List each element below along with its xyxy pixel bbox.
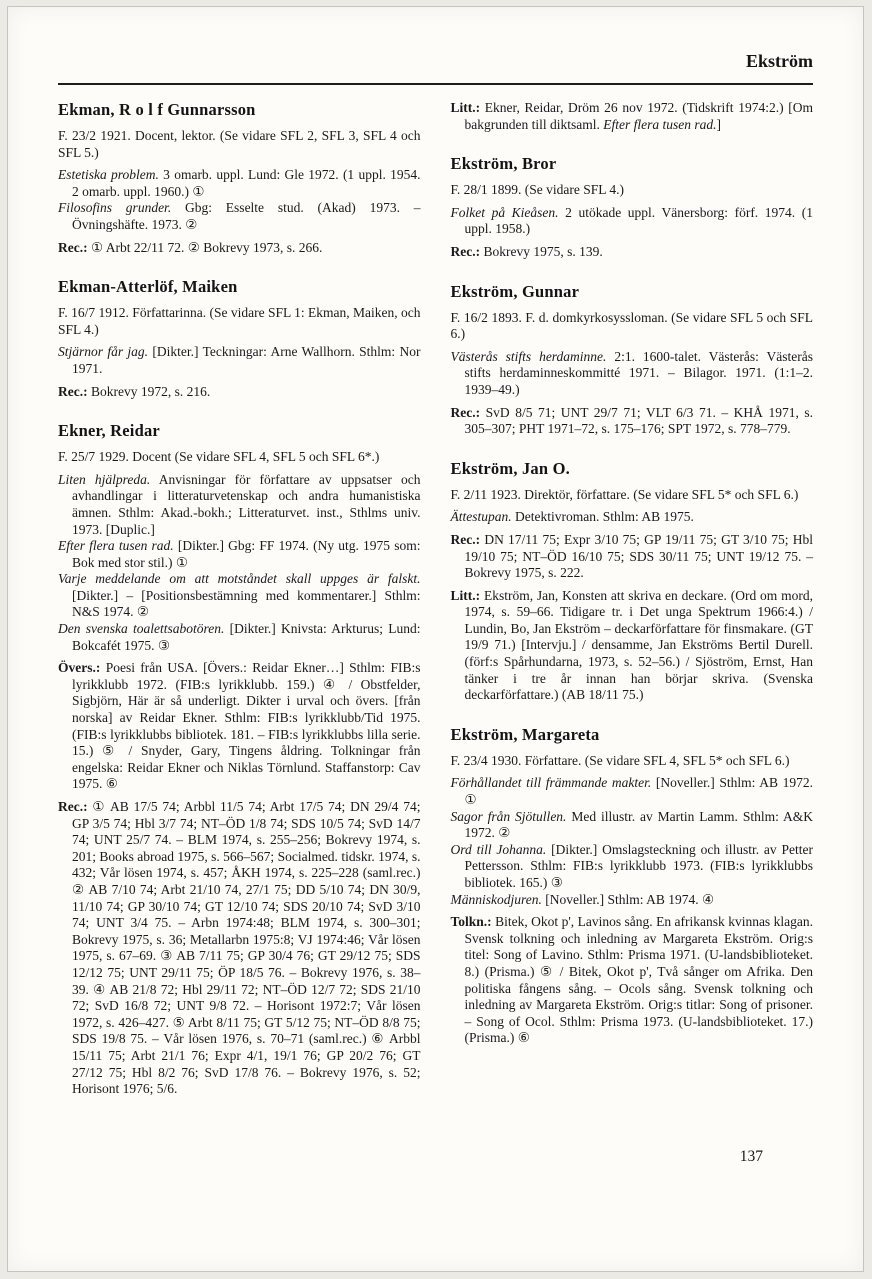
author-name: Ekström, Gunnar	[450, 281, 580, 301]
work-title: Filosofins grunder.	[58, 200, 172, 216]
text-run: DN 17/11 75; Expr 3/10 75; GP 19/11 75; GT 3/10 75; Hbl 19/10 75; NT–ÖD 16/10 75; SDS 30/11 75; UNT 19/12 75. – Bokrevy 1975, s. 222.	[464, 531, 813, 581]
page-number: 137	[739, 1148, 763, 1165]
ref-paragraph	[58, 384, 421, 401]
text-run: Poesi från USA. [Övers.: Reidar Ekner…] Sthlm: FIB:s lyrikklubb 1972. (FIB:s lyrikklubb. 159.) ④ / Obstfelder, Sigbjörn, Här är så underligt. Dikter i urval och övers. [från norska] av Reidar Ekner. Sthlm: FIB:s lyrikklubb/Tid 1975. (FIB:s lyrikklubbs bibliotek. 181. – FIB:s lyrikklubbs lilla serie. 15.) ⑤ / Snyder, Gary, Tingens åldring. Tolkningar från engelska: Reidar Ekner och Niklas Törnlund. Staffanstorp: Cav 1975. ⑥	[72, 660, 421, 792]
work-paragraph	[58, 200, 421, 233]
work-title: Efter flera tusen rad.	[603, 116, 717, 132]
work-title: Liten hjälpreda.	[58, 471, 151, 487]
ref-paragraph	[58, 240, 421, 257]
text-run: [Dikter.] Knivsta: Arkturus; Lund: Bokcafét 1975. ③	[72, 621, 421, 653]
work-paragraph	[451, 809, 814, 842]
text-run: ]	[716, 116, 721, 132]
author-entry	[58, 277, 421, 400]
section-label: Övers.:	[58, 660, 101, 676]
bio-paragraph	[451, 182, 814, 199]
work-paragraph	[58, 538, 421, 571]
work-paragraph	[451, 892, 814, 909]
ref-paragraph	[451, 405, 814, 438]
work-paragraph	[451, 509, 814, 526]
author-entry	[451, 459, 814, 704]
ref-paragraph	[451, 914, 814, 1047]
text-run: Gbg: Esselte stud. (Akad) 1973. – Övningshäfte. 1973. ②	[72, 200, 421, 232]
text-run: 3 omarb. uppl. Lund: Gle 1972. (1 uppl. 1954. 2 omarb. uppl. 1960.) ①	[72, 167, 421, 199]
text-columns	[58, 100, 813, 1098]
bio-paragraph	[58, 305, 421, 338]
work-title: Estetiska problem.	[58, 167, 159, 183]
section-label: Rec.:	[58, 799, 88, 814]
bio-paragraph	[451, 310, 814, 343]
section-label: Tolkn.:	[450, 914, 492, 930]
ref-paragraph	[58, 660, 421, 793]
section-label: Litt.:	[450, 100, 481, 115]
text-run: F. 23/4 1930. Författare. (Se vidare SFL 4, SFL 5* och SFL 6.)	[450, 752, 790, 768]
work-title: Varje meddelande om att motståndet skall uppges är falskt.	[58, 571, 421, 587]
work-paragraph	[451, 205, 814, 238]
text-run: F. 16/7 1912. Författarinna. (Se vidare SFL 1: Ekman, Maiken, och SFL 4.)	[58, 305, 421, 337]
text-run: Ekner, Reidar, Dröm 26 nov 1972. (Tidskrift 1974:2.) [Om bakgrunden till diktsaml.	[464, 100, 813, 132]
bio-paragraph	[451, 487, 814, 504]
work-paragraph	[451, 775, 814, 808]
text-run: F. 2/11 1923. Direktör, författare. (Se vidare SFL 5* och SFL 6.)	[450, 486, 799, 502]
text-run: [Noveller.] Sthlm: AB 1972. ①	[464, 775, 813, 808]
work-title: Västerås stifts herdaminne.	[450, 348, 607, 364]
ref-paragraph	[451, 100, 814, 133]
text-run: Detektivroman. Sthlm: AB 1975.	[511, 509, 694, 525]
work-paragraph	[58, 167, 421, 200]
text-run: [Dikter.] Omslagsteckning och illustr. av Petter Pettersson. Sthlm: FIB:s lyrikklubb 1973. (FIB:s lyrikklubbs bibliotek. 165.) ③	[464, 841, 814, 890]
author-name: Ekström, Margareta	[450, 724, 600, 744]
bio-paragraph	[451, 753, 814, 770]
column-left	[58, 100, 421, 1098]
text-run: [Dikter.] – [Positionsbestämning med kommentarer.] Sthlm: N&S 1974. ②	[72, 587, 421, 620]
scan-page	[7, 6, 864, 1272]
text-run: [Dikter.] Gbg: FF 1974. (Ny utg. 1975 som: Bok med stor stil.) ①	[72, 538, 421, 570]
text-run: 2 utökade uppl. Vänersborg: förf. 1974. (1 uppl. 1958.)	[464, 204, 813, 237]
text-run: 2:1. 1600-talet. Västerås: Västerås stifts herdaminneskommitté 1971. – Bilagor. 1971. (1:1–2. 1939–49.)	[464, 348, 814, 397]
work-paragraph	[58, 571, 421, 621]
work-title: Förhållandet till främmande makter.	[450, 775, 652, 791]
work-title: Människodjuren.	[450, 891, 542, 907]
text-run: F. 28/1 1899. (Se vidare SFL 4.)	[450, 182, 625, 198]
text-run: ① Arbt 22/11 72. ② Bokrevy 1973, s. 266.	[87, 239, 323, 255]
text-run: Bokrevy 1972, s. 216.	[87, 383, 211, 399]
text-run: F. 23/2 1921. Docent, lektor. (Se vidare SFL 2, SFL 3, SFL 4 och SFL 5.)	[58, 128, 421, 160]
text-run: Anvisningar för författare av uppsatser och avhandlingar i litteraturvetenskap och andra humanistiska ämnen. Sthlm: Akad.-bokh.; Litteraturvet. inst., Sthlms univ. 1973. [Duplic.]	[72, 471, 421, 537]
bio-paragraph	[58, 449, 421, 466]
ref-paragraph	[451, 588, 814, 704]
work-title: Efter flera tusen rad.	[58, 538, 174, 554]
author-name: Ekman-Atterlöf, Maiken	[58, 277, 238, 297]
work-paragraph	[451, 349, 814, 399]
text-run: [Noveller.] Sthlm: AB 1974. ④	[541, 891, 715, 907]
text-run: F. 16/2 1893. F. d. domkyrkosyssloman. (Se vidare SFL 5 och SFL 6.)	[450, 309, 813, 342]
text-run: Med illustr. av Martin Lamm. Sthlm: A&K 1972. ②	[464, 808, 813, 841]
work-paragraph	[58, 472, 421, 538]
author-name: Ekner, Reidar	[58, 421, 160, 441]
text-run: ① AB 17/5 74; Arbbl 11/5 74; Arbt 17/5 74; DN 29/4 74; GP 3/5 74; Hbl 3/7 74; NT–ÖD 1/8 74; SDS 10/5 74; SvD 14/7 74; UNT 25/7 74. – BLM 1974, s. 255–256; Bokrevy 1974, s. 201; Books abroad 1975, s. 566–567; Socialmed. tidskr. 1974, s. 432; Vår lösen 1974, s. 457; ÅKH 1974, s. 225–228 (saml.rec.) ② AB 7/10 74; Arbt 21/10 74, 27/1 75; DD 5/10 74; DN 30/9, 11/10 74; GP 30/10 74; GT 12/10 74; SDS 20/10 74; SvD 3/10 74; UNT 3/4 75. – Arbn 1974:48; BLM 1974, s. 300–301; Bokrevy 1975, s. 36; Metallarbn 1975:8; VJ 1974:46; Vår lösen 1975, s. 67–69. ③ AB 7/11 75; GP 30/4 76; GT 29/12 75; SDS 12/12 75; UNT 29/11 75; ÖP 18/5 76. – Bokrevy 1976, s. 38–39. ④ AB 21/8 72; Hbl 29/11 72; NT–ÖD 12/7 72; SDS 21/10 72; SvD 16/8 72; UNT 9/8 72. – Horisont 1972:7; Vår lösen 1972, s. 426–427. ⑤ Arbt 8/11 75; GT 5/12 75; NT–ÖD 8/8 75; SDS 19/8 75. – Vår lösen 1976, s. 70–71 (saml.rec.) ⑥ Arbbl 15/11 75; Arbt 21/1 76; Expr 4/1, 19/1 76; GP 20/2 76; GT 27/12 75; Hbl 8/2 76; SvD 17/8 76. – Bokrevy 1976, s. 52; Horisont 1976; 5/6.	[72, 799, 421, 1097]
ref-paragraph	[451, 244, 814, 261]
running-head: Ekström	[746, 51, 813, 71]
work-title: Ättestupan.	[450, 509, 512, 525]
text-run: [Dikter.] Teckningar: Arne Wallhorn. Sthlm: Nor 1971.	[72, 344, 421, 376]
work-paragraph	[451, 842, 814, 892]
work-title: Ord till Johanna.	[450, 841, 547, 857]
bio-paragraph	[58, 128, 421, 161]
text-run: Bokrevy 1975, s. 139.	[480, 243, 603, 259]
work-title: Sagor från Sjötullen.	[450, 808, 567, 824]
author-entry	[58, 100, 421, 256]
author-entry	[451, 725, 814, 1047]
section-label: Rec.:	[58, 239, 88, 255]
author-name: Ekman, R o l f Gunnarsson	[58, 100, 256, 119]
author-name: Ekström, Jan O.	[450, 458, 570, 478]
page-content	[58, 7, 813, 1271]
text-run: F. 25/7 1929. Docent (Se vidare SFL 4, SFL 5 och SFL 6*.)	[58, 449, 380, 465]
text-run: Bitek, Okot p', Lavinos sång. En afrikansk kvinnas klagan. Svensk tolkning och inledning av Margareta Ekström. Orig:s titel: Song of Lavino. Sthlm: Prisma 1971. (U-landsbiblioteket. 8.) (Prisma.) ⑤ / Bitek, Okot p', Två sånger om Afrika. Den politiska fångens sång. – Ocols sång. Svensk tolkning och inledning av Margareta Ekström. Orig:s titlar: Song of prisoner. – Song of Ocol. Sthlm: Prisma 1973. (U-landsbiblioteket. 17.) (Prisma.) ⑥	[464, 914, 813, 1046]
work-title: Stjärnor får jag.	[58, 344, 149, 360]
section-label: Rec.:	[450, 243, 481, 259]
section-label: Rec.:	[58, 383, 88, 399]
author-entry	[451, 282, 814, 438]
author-entry	[451, 154, 814, 260]
text-run: SvD 8/5 71; UNT 29/7 71; VLT 6/3 71. – KHÅ 1971, s. 305–307; PHT 1971–72, s. 175–176; SPT 1972, s. 778–779.	[464, 404, 813, 437]
author-entry	[58, 421, 421, 1098]
column-right	[451, 100, 814, 1098]
ref-paragraph	[451, 532, 814, 582]
work-title: Den svenska toalettsabotören.	[58, 621, 225, 637]
author-entry	[451, 100, 814, 133]
section-label: Litt.:	[450, 587, 481, 603]
text-run: Ekström, Jan, Konsten att skriva en deckare. (Ord om mord, 1974, s. 59–66. Tidigare tr. i Det unga Spektrum 1966:4.) / Lundin, Bo, Jan Ekström – deckarförfattare för finsmakare. (GT 19/9 71.) [Intervju.] / densamme, Jan Ekströms Bertil Durell. (förf:s Spårhundarna, 1973, s. 52–56.) / Sjöström, Ernst, Han tänker i tre år innan han börjar skriva. (Svenska deckarförfattare.) (AB 18/11 75.)	[464, 587, 813, 703]
section-label: Rec.:	[450, 531, 481, 547]
work-paragraph	[58, 344, 421, 377]
work-title: Folket på Kieåsen.	[450, 204, 559, 220]
header-rule	[58, 83, 813, 85]
section-label: Rec.:	[450, 404, 481, 420]
author-name: Ekström, Bror	[450, 154, 557, 174]
ref-paragraph	[58, 799, 421, 1098]
work-paragraph	[58, 621, 421, 654]
